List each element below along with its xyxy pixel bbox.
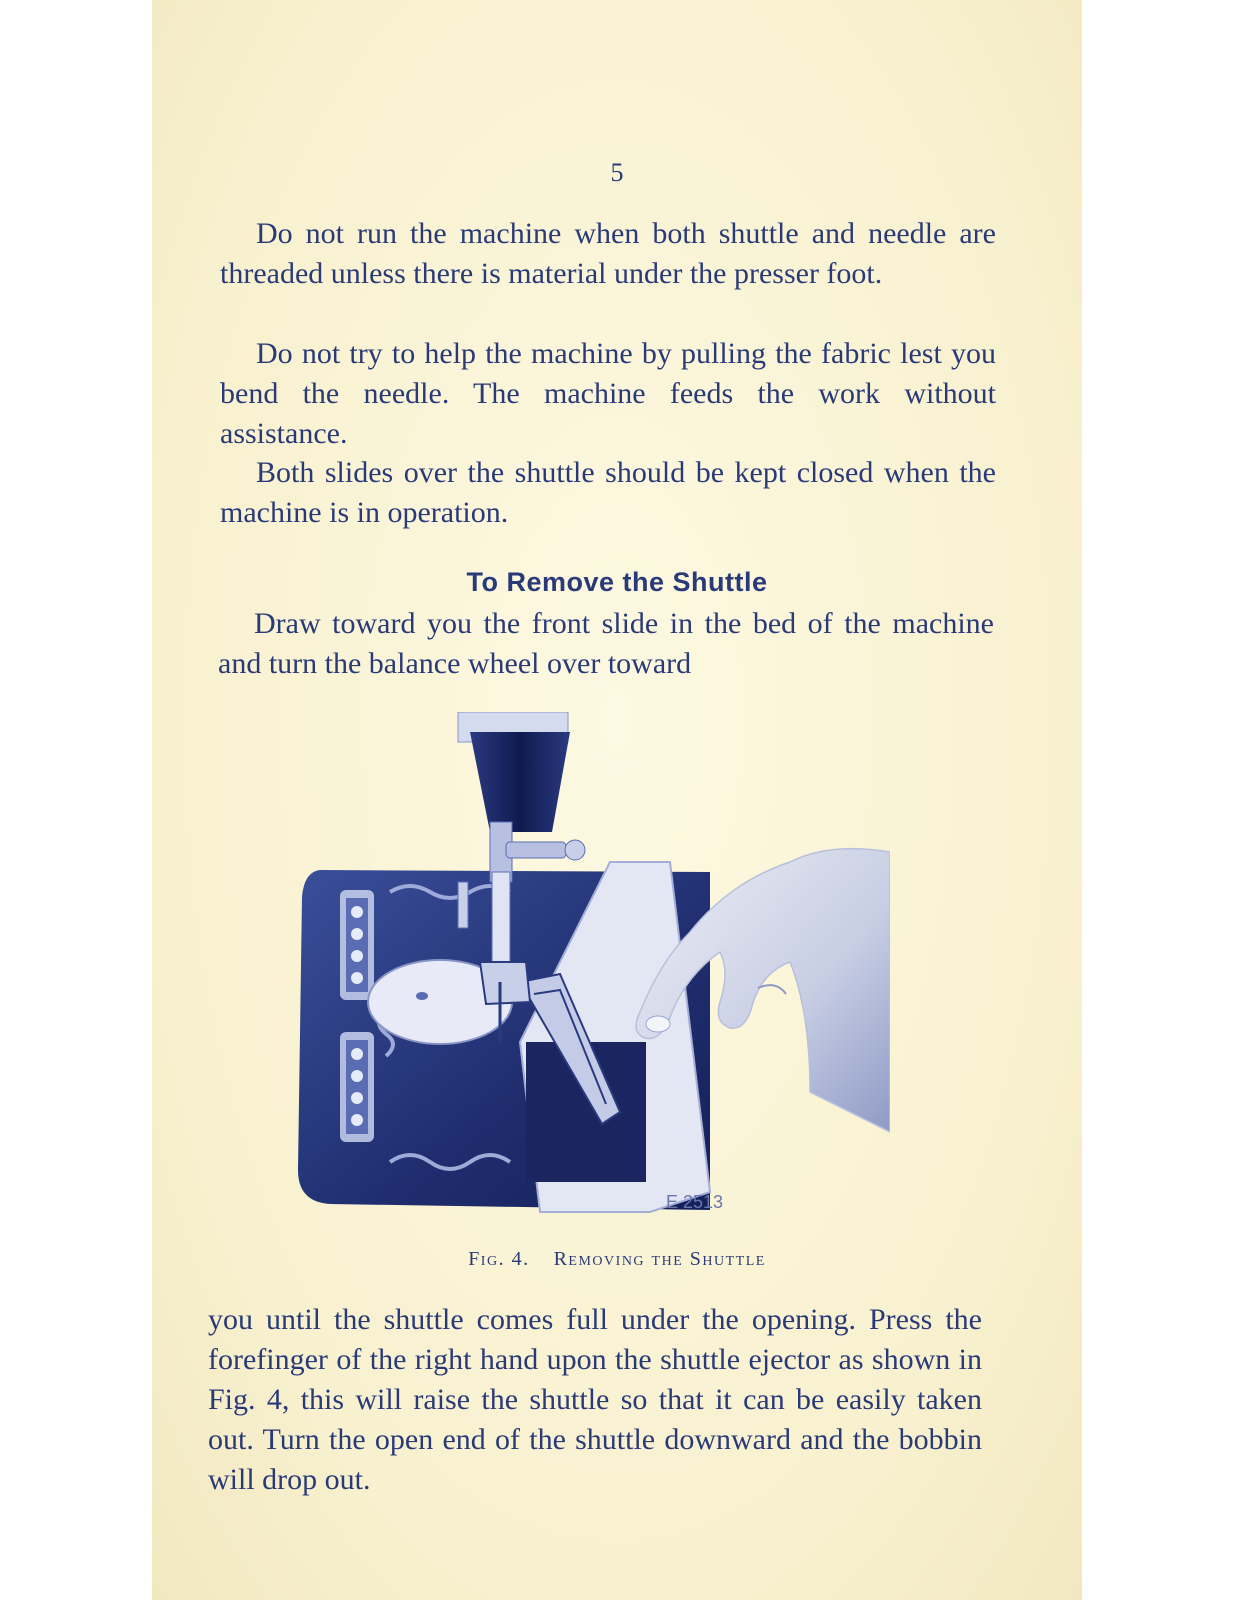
presser-foot [480,962,530,1004]
figure-caption [152,1248,1082,1271]
paragraph-remove-shuttle-steps: you until the shuttle comes full under the opening. Press the forefinger of the right hand upon the shuttle ejector as shown in Fig. 4, this will raise the shuttle so that it can be easily taken out. Turn the open end of the shuttle downward and the bobbin will drop out. [208,1303,982,1496]
page-number: 5 [610,158,624,187]
figure-plate-number: E 2513 [666,1192,724,1212]
figure-removing-shuttle [290,712,890,1232]
manual-page [152,0,1082,1600]
figure-title: Removing the Shuttle [553,1248,766,1270]
paragraph-slides-note: Both slides over the shuttle should be kept closed when the machine is in operation. [220,456,996,529]
figure-label: Fig. 4. [468,1248,530,1270]
paragraph-threading-warning: Do not run the machine when both shuttle and needle are threaded unless there is material under the presser foot. [220,217,996,290]
paragraph-remove-shuttle-intro: Draw toward you the front slide in the bed of the machine and turn the balance wheel over toward [218,607,994,680]
machine-head [470,732,570,832]
section-heading: To Remove the Shuttle [466,567,768,597]
sewing-machine-illustration [290,712,890,1232]
paragraph-fabric-warning: Do not try to help the machine by pulling the fabric lest you bend the needle. The machine feeds the work without assistance. [220,337,996,450]
